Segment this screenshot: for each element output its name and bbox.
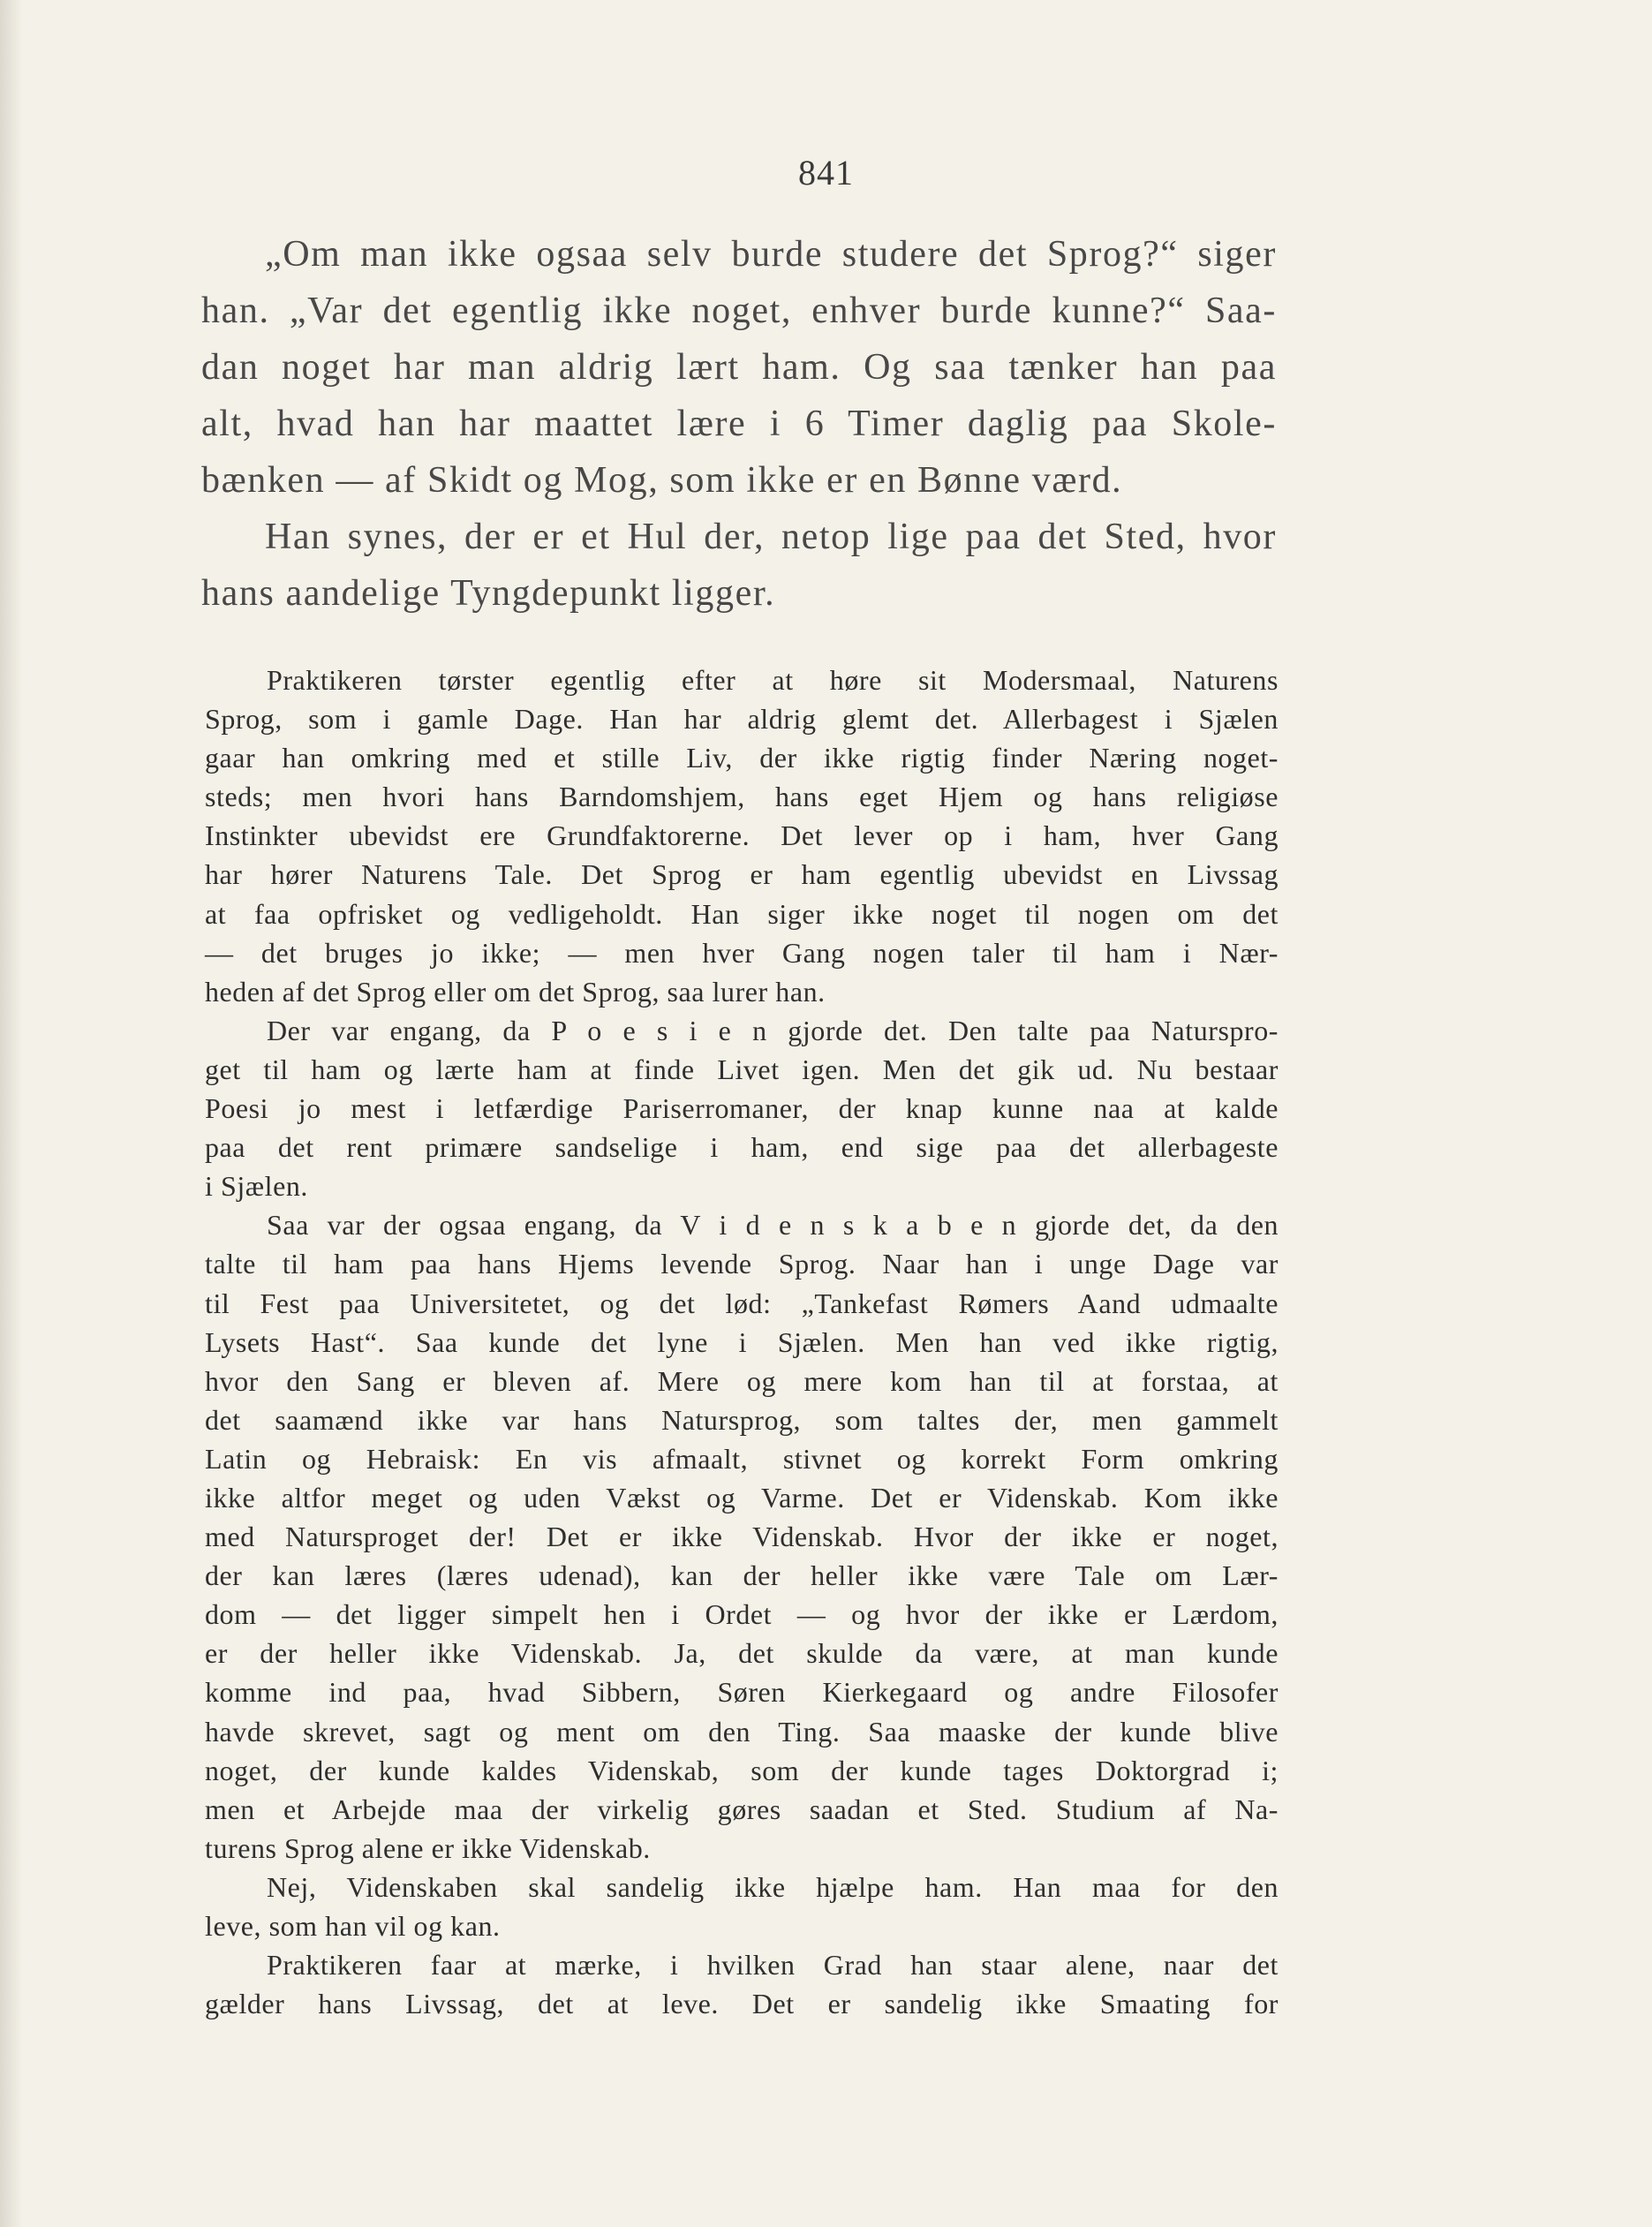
text-line: heden af det Sprog eller om det Sprog, saa lurer han.	[205, 975, 826, 1008]
text-line: talte til ham paa hans Hjems levende Sprog. Naar han i unge Dage var	[205, 1248, 1279, 1280]
text-line: er der heller ikke Videnskab. Ja, det skulde da være, at man kunde	[205, 1637, 1279, 1670]
text-line: — det bruges jo ikke; — men hver Gang nogen taler til ham i Nær-	[205, 936, 1279, 969]
text-line: han. „Var det egentlig ikke noget, enhver burde kunne?“ Saa-	[201, 291, 1277, 331]
text-line: Der var engang, da P o e s i e n gjorde det. Den talte paa Naturspro-	[267, 1014, 1279, 1046]
text-line: hans aandelige Tyngdepunkt ligger.	[201, 573, 776, 614]
text-line: alt, hvad han har maattet lære i 6 Timer daglig paa Skole-	[201, 404, 1277, 444]
text-line: Lysets Hast“. Saa kunde det lyne i Sjælen. Men han ved ikke rigtig,	[205, 1325, 1279, 1358]
text-line: bænken — af Skidt og Mog, som ikke er en Bønne værd.	[201, 460, 1123, 501]
text-line: der kan læres (læres udenad), kan der heller ikke være Tale om Lær-	[205, 1559, 1279, 1592]
text-line: paa det rent primære sandselige i ham, end sige paa det allerbageste	[205, 1131, 1279, 1164]
text-line: komme ind paa, hvad Sibbern, Søren Kierkegaard og andre Filosofer	[205, 1676, 1279, 1709]
text-line: havde skrevet, sagt og ment om den Ting. Saa maaske der kunde blive	[205, 1715, 1279, 1748]
text-line: men et Arbejde maa der virkelig gøres saadan et Sted. Studium af Na-	[205, 1793, 1279, 1825]
text-line: Praktikeren tørster egentlig efter at høre sit Modersmaal, Naturens	[267, 664, 1279, 696]
text-line: gælder hans Livssag, det at leve. Det er sandelig ikke Smaating for	[205, 1988, 1279, 2020]
text-line: Praktikeren faar at mærke, i hvilken Grad han staar alene, naar det	[267, 1949, 1279, 1982]
lower-text-block	[205, 661, 1279, 2023]
text-line: har hører Naturens Tale. Det Sprog er ham egentlig ubevidst en Livssag	[205, 858, 1279, 891]
text-line: med Natursproget der! Det er ikke Videnskab. Hvor der ikke er noget,	[205, 1521, 1279, 1553]
page-edge-shadow	[0, 0, 23, 2227]
text-line: noget, der kunde kaldes Videnskab, som der kunde tages Doktorgrad i;	[205, 1754, 1279, 1786]
text-line: ikke altfor meget og uden Vækst og Varme. Det er Videnskab. Kom ikke	[205, 1481, 1279, 1514]
text-line: Han synes, der er et Hul der, netop lige paa det Sted, hvor	[265, 517, 1277, 557]
page-number: 841	[798, 153, 854, 193]
text-line: dom — det ligger simpelt hen i Ordet — og hvor der ikke er Lærdom,	[205, 1598, 1279, 1631]
text-line: det saamænd ikke var hans Natursprog, som taltes der, men gammelt	[205, 1403, 1279, 1436]
text-line: gaar han omkring med et stille Liv, der ikke rigtig finder Næring noget-	[205, 742, 1279, 774]
text-line: at faa opfrisket og vedligeholdt. Han siger ikke noget til nogen om det	[205, 897, 1279, 930]
text-line: turens Sprog alene er ikke Videnskab.	[205, 1831, 651, 1864]
text-line: til Fest paa Universitetet, og det lød: „Tankefast Rømers Aand udmaalte	[205, 1287, 1279, 1319]
text-line: leve, som han vil og kan.	[205, 1910, 501, 1942]
text-line: steds; men hvori hans Barndomshjem, hans eget Hjem og hans religiøse	[205, 781, 1279, 813]
text-line: Latin og Hebraisk: En vis afmaalt, stivnet og korrekt Form omkring	[205, 1442, 1279, 1475]
text-line: get til ham og lærte ham at finde Livet igen. Men det gik ud. Nu bestaar	[205, 1053, 1279, 1085]
text-line: Sprog, som i gamle Dage. Han har aldrig glemt det. Allerbagest i Sjælen	[205, 703, 1279, 736]
text-line: Instinkter ubevidst ere Grundfaktorerne. Det lever op i ham, hver Gang	[205, 819, 1279, 852]
text-line: dan noget har man aldrig lært ham. Og saa tænker han paa	[201, 347, 1277, 388]
text-line: „Om man ikke ogsaa selv burde studere det Sprog?“ siger	[265, 234, 1277, 275]
text-line: Saa var der ogsaa engang, da V i d e n s k a b e n gjorde det, da den	[267, 1209, 1279, 1242]
text-line: hvor den Sang er bleven af. Mere og mere kom han til at forstaa, at	[205, 1364, 1279, 1397]
text-line: Nej, Videnskaben skal sandelig ikke hjælpe ham. Han maa for den	[267, 1870, 1279, 1903]
upper-text-block	[201, 226, 1277, 622]
text-line: i Sjælen.	[205, 1170, 308, 1203]
text-line: Poesi jo mest i letfærdige Pariserromaner, der knap kunne naa at kalde	[205, 1092, 1279, 1125]
